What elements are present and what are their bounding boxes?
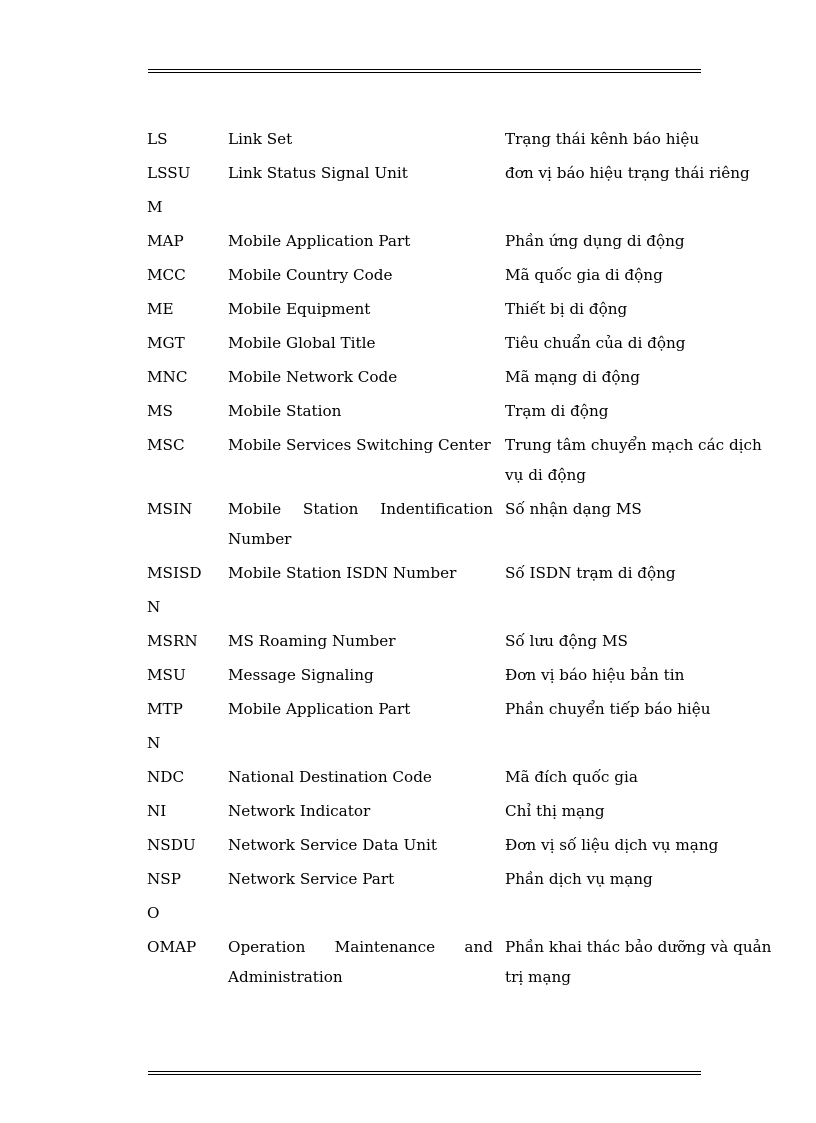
abbreviation: O xyxy=(147,904,160,922)
vietnamese-term: Đơn vị số liệu dịch vụ mạng xyxy=(505,836,719,854)
abbreviation: MSU xyxy=(147,666,186,684)
header-rule xyxy=(148,69,701,74)
abbreviation: OMAP xyxy=(147,938,197,956)
vietnamese-term: Số lưu động MS xyxy=(505,632,628,650)
list-item xyxy=(147,396,772,426)
vietnamese-term: Mã quốc gia di động xyxy=(505,266,663,284)
vietnamese-term: Trạm di động xyxy=(505,402,609,420)
list-item xyxy=(147,864,772,894)
vietnamese-term: Mã mạng di động xyxy=(505,368,640,386)
list-item xyxy=(147,260,772,290)
vietnamese-term: Chỉ thị mạng xyxy=(505,802,605,820)
list-item xyxy=(147,830,772,860)
list-item xyxy=(147,762,772,792)
english-term: Link Set xyxy=(228,130,293,148)
vietnamese-term: Trung tâm chuyển mạch các dịch vụ di động xyxy=(505,436,762,484)
vietnamese-term: Trạng thái kênh báo hiệu xyxy=(505,130,700,148)
english-term: MS Roaming Number xyxy=(228,632,396,650)
vietnamese-term: Thiết bị di động xyxy=(505,300,628,318)
vietnamese-term: Số nhận dạng MS xyxy=(505,500,642,518)
list-item xyxy=(147,494,772,554)
list-item xyxy=(147,328,772,358)
vietnamese-term: Mã đích quốc gia xyxy=(505,768,638,786)
abbreviation: NI xyxy=(147,802,167,820)
list-item xyxy=(147,226,772,256)
abbreviation: M xyxy=(147,198,163,216)
list-item xyxy=(147,158,772,188)
list-item xyxy=(147,660,772,690)
english-term: Link Status Signal Unit xyxy=(228,164,408,182)
english-term: Operation Maintenance and Administration xyxy=(228,938,493,986)
vietnamese-term: Phần chuyển tiếp báo hiệu xyxy=(505,700,711,718)
english-term: Mobile Equipment xyxy=(228,300,371,318)
list-item xyxy=(147,294,772,324)
vietnamese-term: Phần dịch vụ mạng xyxy=(505,870,653,888)
list-item xyxy=(147,932,772,992)
abbreviation: MSISD xyxy=(147,564,202,582)
list-item xyxy=(147,694,772,724)
english-term: Network Indicator xyxy=(228,802,371,820)
abbreviation: MSRN xyxy=(147,632,198,650)
vietnamese-term: Đơn vị báo hiệu bản tin xyxy=(505,666,685,684)
abbreviation: MNC xyxy=(147,368,188,386)
list-item xyxy=(147,124,772,154)
english-term: Mobile Services Switching Center xyxy=(228,436,491,454)
english-term: Network Service Data Unit xyxy=(228,836,437,854)
list-item xyxy=(147,430,772,490)
list-item xyxy=(147,592,772,622)
list-item xyxy=(147,192,772,222)
abbreviation: LS xyxy=(147,130,168,148)
vietnamese-term: đơn vị báo hiệu trạng thái riêng xyxy=(505,164,750,182)
english-term: Network Service Part xyxy=(228,870,395,888)
list-item xyxy=(147,728,772,758)
english-term: Mobile Application Part xyxy=(228,700,411,718)
list-item xyxy=(147,796,772,826)
english-term: Message Signaling xyxy=(228,666,374,684)
abbreviation: NSDU xyxy=(147,836,196,854)
vietnamese-term: Phần khai thác bảo dưỡng và quản trị mạng xyxy=(505,938,772,986)
english-term: National Destination Code xyxy=(228,768,432,786)
english-term: Mobile Network Code xyxy=(228,368,398,386)
vietnamese-term: Phần ứng dụng di động xyxy=(505,232,685,250)
abbreviation: LSSU xyxy=(147,164,191,182)
english-term: Mobile Country Code xyxy=(228,266,393,284)
list-item xyxy=(147,558,772,588)
list-item xyxy=(147,362,772,392)
abbreviation-list xyxy=(147,124,772,996)
abbreviation: N xyxy=(147,734,161,752)
english-term: Mobile Station ISDN Number xyxy=(228,564,457,582)
abbreviation: NDC xyxy=(147,768,185,786)
abbreviation: NSP xyxy=(147,870,181,888)
english-term: Mobile Station Indentification Number xyxy=(228,500,493,548)
abbreviation: MCC xyxy=(147,266,186,284)
english-term: Mobile Global Title xyxy=(228,334,376,352)
abbreviation: MAP xyxy=(147,232,184,250)
abbreviation: N xyxy=(147,598,161,616)
list-item xyxy=(147,898,772,928)
footer-rule xyxy=(148,1071,701,1076)
abbreviation: MS xyxy=(147,402,173,420)
english-term: Mobile Station xyxy=(228,402,342,420)
list-item xyxy=(147,626,772,656)
abbreviation: MTP xyxy=(147,700,183,718)
abbreviation: MGT xyxy=(147,334,185,352)
abbreviation: MSC xyxy=(147,436,185,454)
vietnamese-term: Số ISDN trạm di động xyxy=(505,564,676,582)
vietnamese-term: Tiêu chuẩn của di động xyxy=(505,334,686,352)
english-term: Mobile Application Part xyxy=(228,232,411,250)
abbreviation: ME xyxy=(147,300,174,318)
abbreviation: MSIN xyxy=(147,500,193,518)
